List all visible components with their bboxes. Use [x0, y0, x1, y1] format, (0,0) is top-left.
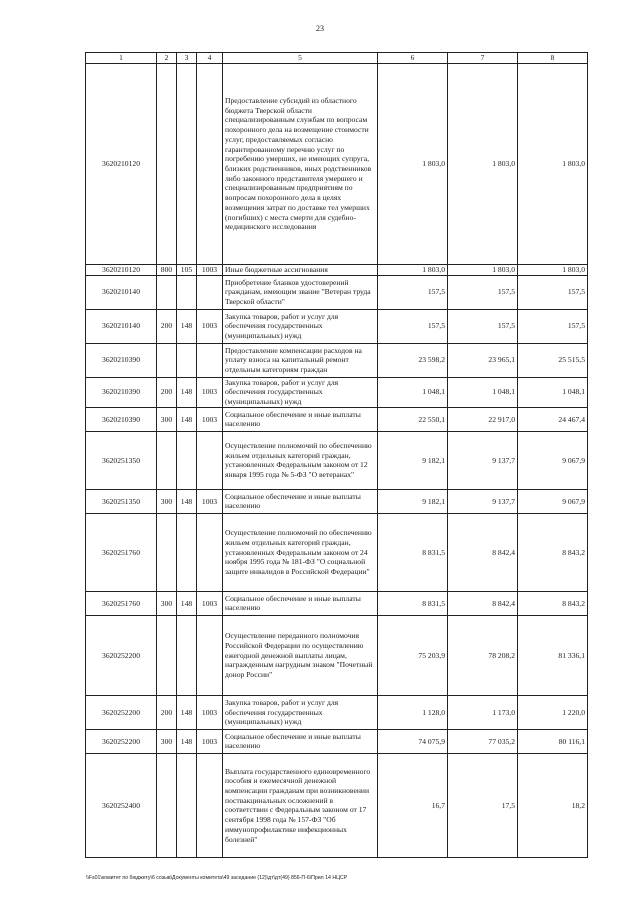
table-row	[86, 591, 588, 615]
col-header-1: 1	[86, 53, 157, 64]
description-cell: Выплата государственного единовременного пособия и ежемесячной денежной компенсации гражданам при возникновении поствакцинальных осложнений в соответствии с Федеральным законом от 17 сентября 1998 года № 157-ФЗ "Об иммунопрофилактике инфекционных болезней"	[223, 753, 378, 857]
table-row	[86, 377, 588, 407]
code-cell: 3620210120	[86, 64, 157, 265]
section-cell: 1003	[197, 695, 223, 729]
amount-col7-cell: 22 917,0	[448, 407, 518, 431]
description-cell: Закупка товаров, работ и услуг для обеспечения государственных (муниципальных) нужд	[223, 695, 378, 729]
amount-col6-cell: 1 128,0	[378, 695, 448, 729]
code-cell: 3620210390	[86, 377, 157, 407]
col-header-5: 5	[223, 53, 378, 64]
amount-col7-cell: 77 035,2	[448, 729, 518, 753]
section-cell	[197, 275, 223, 309]
section-cell	[197, 615, 223, 695]
amount-col7-cell: 1 803,0	[448, 64, 518, 265]
amount-col6-cell: 157,5	[378, 275, 448, 309]
description-cell: Осуществление полномочий по обеспечению жильем отдельных категорий граждан, установленных Федеральным законом от 12 января 1995 года № 5-ФЗ "О ветеранах"	[223, 431, 378, 489]
amount-col6-cell: 9 182,1	[378, 489, 448, 513]
amount-col6-cell: 1 803,0	[378, 265, 448, 276]
description-cell: Социальное обеспечение и иные выплаты населению	[223, 591, 378, 615]
amount-col8-cell: 9 067,9	[518, 489, 588, 513]
table-row	[86, 343, 588, 377]
code-cell: 3620210390	[86, 343, 157, 377]
amount-col7-cell: 9 137,7	[448, 489, 518, 513]
department-cell: 105	[177, 265, 197, 276]
code-cell: 3620251760	[86, 513, 157, 591]
expense-type-cell	[157, 753, 177, 857]
table-row	[86, 275, 588, 309]
description-cell: Предоставление компенсации расходов на уплату взноса на капитальный ремонт отдельным категориям граждан	[223, 343, 378, 377]
amount-col8-cell: 24 467,4	[518, 407, 588, 431]
amount-col8-cell: 1 803,0	[518, 265, 588, 276]
amount-col6-cell: 9 182,1	[378, 431, 448, 489]
department-cell: 148	[177, 695, 197, 729]
section-cell: 1003	[197, 309, 223, 343]
amount-col6-cell: 8 831,5	[378, 513, 448, 591]
amount-col6-cell: 1 803,0	[378, 64, 448, 265]
expense-type-cell: 300	[157, 489, 177, 513]
description-cell: Социальное обеспечение и иные выплаты населению	[223, 729, 378, 753]
code-cell: 3620210390	[86, 407, 157, 431]
table-row	[86, 513, 588, 591]
amount-col8-cell: 157,5	[518, 309, 588, 343]
col-header-6: 6	[378, 53, 448, 64]
amount-col6-cell: 23 598,2	[378, 343, 448, 377]
amount-col6-cell: 75 203,9	[378, 615, 448, 695]
description-cell: Иные бюджетные ассигнования	[223, 265, 378, 276]
amount-col6-cell: 157,5	[378, 309, 448, 343]
code-cell: 3620251350	[86, 489, 157, 513]
amount-col8-cell: 9 067,9	[518, 431, 588, 489]
header-row	[86, 53, 588, 64]
table-row	[86, 309, 588, 343]
code-cell: 3620251760	[86, 591, 157, 615]
page-number: 23	[316, 24, 324, 33]
col-header-7: 7	[448, 53, 518, 64]
amount-col6-cell: 8 831,5	[378, 591, 448, 615]
amount-col8-cell: 25 515,5	[518, 343, 588, 377]
department-cell	[177, 64, 197, 265]
table-row	[86, 615, 588, 695]
amount-col7-cell: 8 842,4	[448, 513, 518, 591]
expense-type-cell: 200	[157, 695, 177, 729]
table-row	[86, 431, 588, 489]
amount-col8-cell: 80 116,1	[518, 729, 588, 753]
amount-col6-cell: 74 075,9	[378, 729, 448, 753]
table-row	[86, 729, 588, 753]
section-cell: 1003	[197, 407, 223, 431]
table-row	[86, 265, 588, 276]
expense-type-cell	[157, 431, 177, 489]
budget-table	[85, 52, 588, 858]
code-cell: 3620210140	[86, 309, 157, 343]
table-row	[86, 753, 588, 857]
department-cell: 148	[177, 309, 197, 343]
description-cell: Закупка товаров, работ и услуг для обеспечения государственных (муниципальных) нужд	[223, 309, 378, 343]
section-cell: 1003	[197, 377, 223, 407]
code-cell: 3620252200	[86, 695, 157, 729]
description-cell: Закупка товаров, работ и услуг для обеспечения государственных (муниципальных) нужд	[223, 377, 378, 407]
section-cell	[197, 431, 223, 489]
code-cell: 3620252200	[86, 729, 157, 753]
expense-type-cell: 800	[157, 265, 177, 276]
amount-col8-cell: 8 843,2	[518, 513, 588, 591]
department-cell	[177, 343, 197, 377]
amount-col7-cell: 157,5	[448, 275, 518, 309]
expense-type-cell: 300	[157, 407, 177, 431]
table-row	[86, 407, 588, 431]
description-cell: Осуществление полномочий по обеспечению жильем отдельных категорий граждан, установленных Федеральным законом от 24 ноября 1995 года № 181-ФЗ "О социальной защите инвалидов в Российской Федерации"	[223, 513, 378, 591]
col-header-4: 4	[197, 53, 223, 64]
department-cell	[177, 753, 197, 857]
expense-type-cell: 300	[157, 591, 177, 615]
amount-col6-cell: 16,7	[378, 753, 448, 857]
table-row	[86, 695, 588, 729]
section-cell: 1003	[197, 729, 223, 753]
amount-col7-cell: 9 137,7	[448, 431, 518, 489]
code-cell: 3620251350	[86, 431, 157, 489]
description-cell: Осуществление переданного полномочия Российской Федерации по осуществлению ежегодной денежной выплаты лицам, награжденным нагрудным знаком "Почетный донор России"	[223, 615, 378, 695]
department-cell	[177, 275, 197, 309]
section-cell: 1003	[197, 265, 223, 276]
table-row	[86, 64, 588, 265]
section-cell	[197, 513, 223, 591]
amount-col8-cell: 8 843,2	[518, 591, 588, 615]
amount-col7-cell: 157,5	[448, 309, 518, 343]
section-cell	[197, 64, 223, 265]
col-header-3: 3	[177, 53, 197, 64]
code-cell: 3620252200	[86, 615, 157, 695]
expense-type-cell: 200	[157, 377, 177, 407]
code-cell: 3620210120	[86, 265, 157, 276]
amount-col8-cell: 1 220,0	[518, 695, 588, 729]
department-cell: 148	[177, 489, 197, 513]
description-cell: Предоставление субсидий из областного бюджета Тверской области специализированным службам по вопросам похоронного дела на возмещение стоимости услуг, предоставляемых согласно гарантированному перечню услуг по погребению умерших, не имеющих супруга, близких родственников, иных родственников либо законного представителя умершего и специализированным предприятиям по вопросам похоронного дела в целях возмещения затрат по доставке тел умерших (погибших) с места смерти для судебно-медицинского исследования	[223, 64, 378, 265]
amount-col8-cell: 157,5	[518, 275, 588, 309]
code-cell: 3620210140	[86, 275, 157, 309]
expense-type-cell	[157, 64, 177, 265]
amount-col7-cell: 1 173,0	[448, 695, 518, 729]
department-cell	[177, 615, 197, 695]
amount-col7-cell: 1 048,1	[448, 377, 518, 407]
department-cell: 148	[177, 591, 197, 615]
expense-type-cell	[157, 513, 177, 591]
amount-col7-cell: 1 803,0	[448, 265, 518, 276]
section-cell	[197, 343, 223, 377]
amount-col6-cell: 22 550,1	[378, 407, 448, 431]
amount-col6-cell: 1 048,1	[378, 377, 448, 407]
amount-col8-cell: 18,2	[518, 753, 588, 857]
amount-col7-cell: 8 842,4	[448, 591, 518, 615]
expense-type-cell	[157, 615, 177, 695]
table-row	[86, 489, 588, 513]
department-cell	[177, 513, 197, 591]
col-header-2: 2	[157, 53, 177, 64]
department-cell: 148	[177, 377, 197, 407]
amount-col8-cell: 1 803,0	[518, 64, 588, 265]
section-cell	[197, 753, 223, 857]
amount-col7-cell: 17,5	[448, 753, 518, 857]
code-cell: 3620252400	[86, 753, 157, 857]
description-cell: Социальное обеспечение и иные выплаты населению	[223, 489, 378, 513]
amount-col8-cell: 1 048,1	[518, 377, 588, 407]
expense-type-cell	[157, 275, 177, 309]
department-cell: 148	[177, 729, 197, 753]
expense-type-cell: 200	[157, 309, 177, 343]
file-path-footer: \\Fs01\комитет по бюджету\6 созыв\Документы комитета\49 заседание (12)\дт\дт(49) 856-П-6\Прил 14 НЦСР	[86, 875, 348, 881]
col-header-8: 8	[518, 53, 588, 64]
amount-col7-cell: 78 208,2	[448, 615, 518, 695]
description-cell: Социальное обеспечение и иные выплаты населению	[223, 407, 378, 431]
section-cell: 1003	[197, 489, 223, 513]
amount-col7-cell: 23 965,1	[448, 343, 518, 377]
expense-type-cell	[157, 343, 177, 377]
table-body	[86, 64, 588, 858]
section-cell: 1003	[197, 591, 223, 615]
description-cell: Приобретение бланков удостоверений гражданам, имеющим звание "Ветеран труда Тверской области"	[223, 275, 378, 309]
amount-col8-cell: 81 336,1	[518, 615, 588, 695]
department-cell: 148	[177, 407, 197, 431]
expense-type-cell: 300	[157, 729, 177, 753]
department-cell	[177, 431, 197, 489]
